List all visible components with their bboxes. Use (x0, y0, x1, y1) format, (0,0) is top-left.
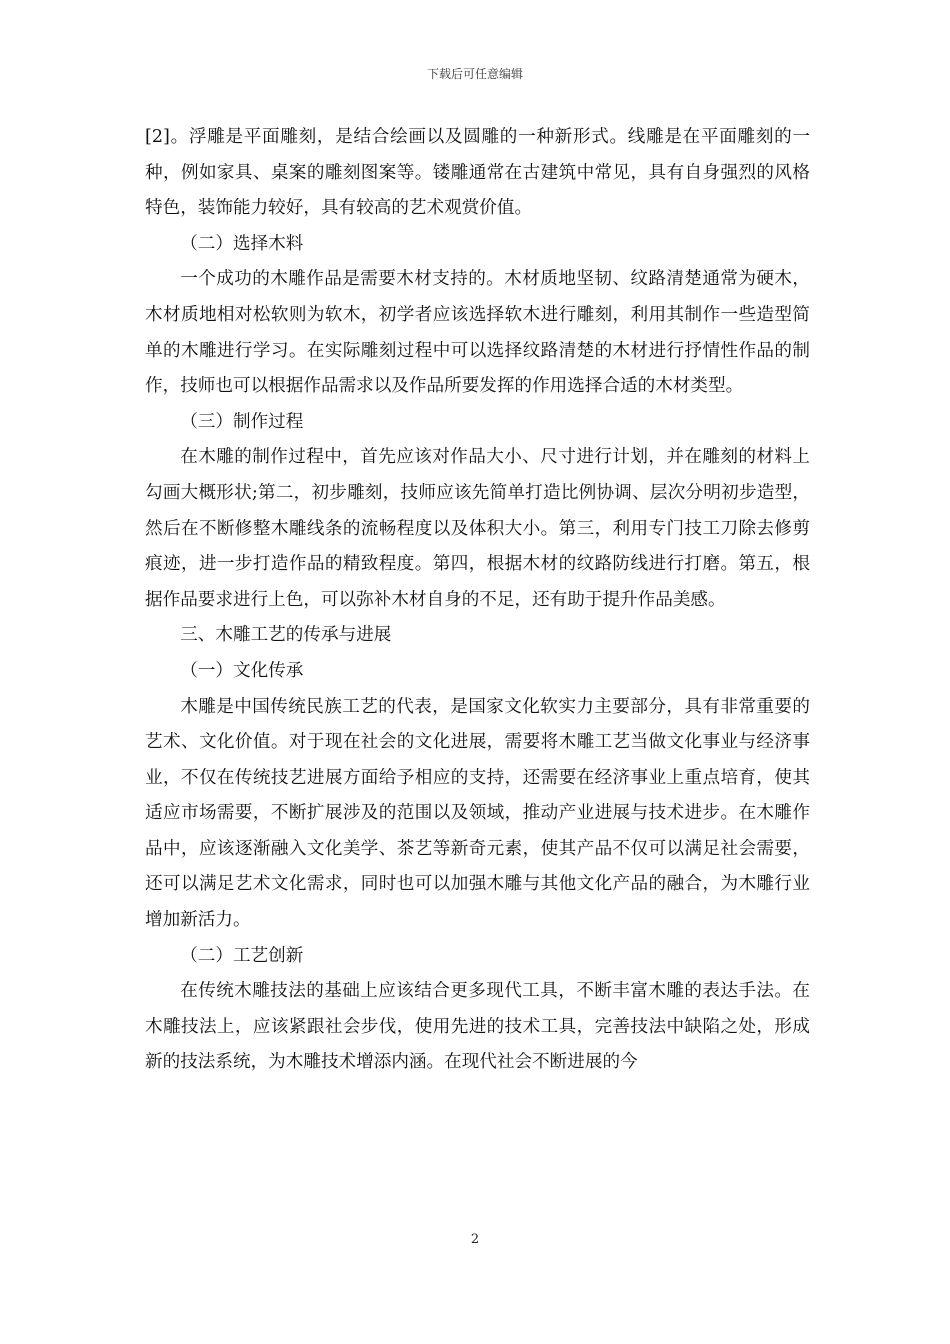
heading-production-process: （三）制作过程 (180, 411, 304, 432)
page-number: 2 (470, 1232, 480, 1247)
paragraph-cultural-inheritance: 木雕是中国传统民族工艺的代表，是国家文化软实力主要部分，具有非常重要的艺术、文化价值。对于现在社会的文化进展，需要将木雕工艺当做文化事业与经济事业，不仅在传统技艺进展方面给予相应的支持，还需要在经济事业上重点培育，使其适应市场需要，不断扩展涉及的范围以及领域，推动产业进展与技术进步。在木雕作品中，应该逐渐融入文化美学、茶艺等新奇元素，使其产品不仅可以满足社会需要，还可以满足艺术文化需求，同时也可以加强木雕与其他文化产品的融合，为木雕行业增加新活力。 (145, 696, 810, 931)
paragraph-production-process: 在木雕的制作过程中，首先应该对作品大小、尺寸进行计划，并在雕刻的材料上勾画大概形状;第二，初步雕刻，技师应该先简单打造比例协调、层次分明初步造型，然后在不断修整木雕线条的流畅程度以及体积大小。第三，利用专门技工刀除去修剪痕迹，进一步打造作品的精致程度。第四，根据木材的纹路防线进行打磨。第五，根据作品要求进行上色，可以弥补木材自身的不足，还有助于提升作品美感。 (145, 447, 810, 610)
heading-select-wood: （二）选择木料 (180, 233, 304, 254)
heading-cultural-inheritance: （一）文化传承 (180, 660, 304, 681)
paragraph-craft-innovation: 在传统木雕技法的基础上应该结合更多现代工具，不断丰富木雕的表达手法。在木雕技法上，应该紧跟社会步伐，使用先进的技术工具，完善技法中缺陷之处，形成新的技法系统，为木雕技术增添内涵。在现代社会不断进展的今 (145, 981, 810, 1073)
page-header: 下载后可任意编辑 (426, 67, 523, 81)
paragraph-select-wood: 一个成功的木雕作品是需要木材支持的。木材质地坚韧、纹路清楚通常为硬木，木材质地相对松软则为软木，初学者应该选择软木进行雕刻，利用其制作一些造型简单的木雕进行学习。在实际雕刻过程中可以选择纹路清楚的木材进行抒情性作品的制作，技师也可以根据作品需求以及作品所要发挥的作用选择合适的木材类型。 (145, 269, 810, 397)
paragraph-relief-carving: [2]。浮雕是平面雕刻，是结合绘画以及圆雕的一种新形式。线雕是在平面雕刻的一种，例如家具、桌案的雕刻图案等。镂雕通常在古建筑中常见，具有自身强烈的风格特色，装饰能力较好，具有较高的艺术观赏价值。 (145, 127, 810, 219)
heading-craft-innovation: （二）工艺创新 (180, 945, 304, 966)
heading-inheritance-development: 三、木雕工艺的传承与进展 (180, 625, 392, 646)
document-body (145, 120, 810, 1081)
